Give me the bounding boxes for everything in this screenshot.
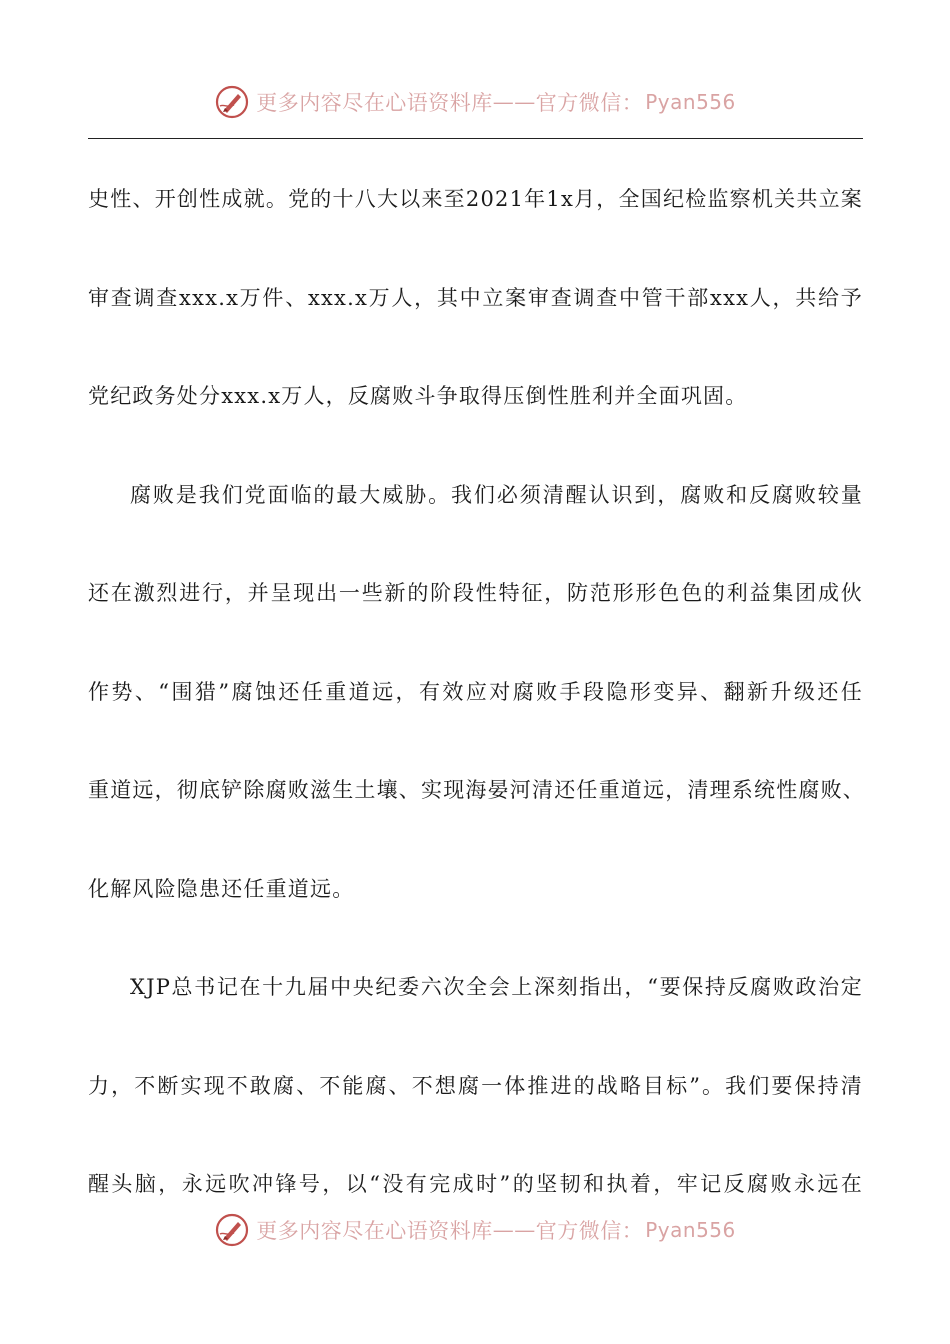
- footer-wechat-id: Pyan556: [645, 1218, 736, 1242]
- body-line: XJP总书记在十九届中央纪委六次全会上深刻指出，“要保持反腐败政治定: [130, 975, 863, 999]
- header-brand: 更多内容尽在心语资料库: [256, 91, 493, 115]
- footer-separator: ——: [492, 1218, 536, 1242]
- footer-banner: [0, 1210, 950, 1250]
- body-line: 醒头脑，永远吹冲锋号，以“没有完成时”的坚韧和执着，牢记反腐败永远在: [88, 1172, 863, 1196]
- header-separator: ——: [492, 90, 536, 114]
- body-line: 党纪政务处分xxx.x万人，反腐败斗争取得压倒性胜利并全面巩固。: [88, 384, 748, 408]
- body-line: 重道远，彻底铲除腐败滋生土壤、实现海晏河清还任重道远，清理系统性腐败、: [88, 778, 865, 802]
- body-line: 还在激烈进行，并呈现出一些新的阶段性特征，防范形形色色的利益集团成伙: [88, 581, 863, 605]
- footer-text: [256, 1215, 736, 1245]
- header-text: [256, 87, 736, 117]
- body-line: 审查调查xxx.x万件、xxx.x万人，其中立案审查调查中管干部xxx人，共给予: [88, 285, 863, 310]
- header-banner: [0, 82, 950, 122]
- body-line: 腐败是我们党面临的最大威胁。我们必须清醒认识到，腐败和反腐败较量: [130, 482, 863, 507]
- header-wechat-label: 官方微信：: [535, 91, 644, 115]
- header-divider: [88, 138, 863, 139]
- body-line: 力，不断实现不敢腐、不能腐、不想腐一体推进的战略目标”。我们要保持清: [88, 1073, 863, 1098]
- footer-wechat-label: 官方微信：: [535, 1219, 644, 1243]
- body-line: 化解风险隐患还任重道远。: [88, 876, 355, 901]
- footer-brand: 更多内容尽在心语资料库: [256, 1219, 493, 1243]
- document-body: [88, 150, 863, 1234]
- pen-logo-icon: [214, 1212, 250, 1248]
- header-wechat-id: Pyan556: [645, 90, 736, 114]
- pen-logo-icon: [214, 84, 250, 120]
- body-line: 作势、“围猎”腐蚀还任重道远，有效应对腐败手段隐形变异、翻新升级还任: [88, 679, 863, 704]
- body-line: 史性、开创性成就。党的十八大以来至2021年1x月，全国纪检监察机关共立案: [88, 187, 863, 211]
